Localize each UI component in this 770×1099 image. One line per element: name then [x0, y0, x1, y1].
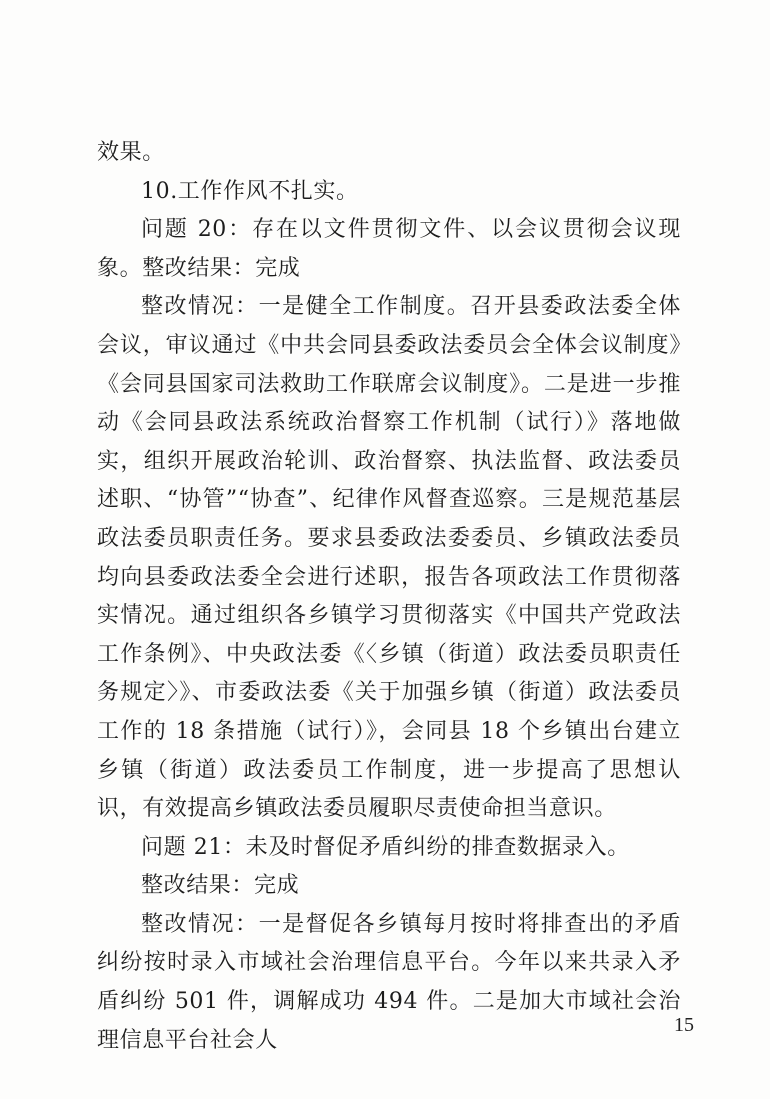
- issue-21-paragraph: 问题 21：未及时督促矛盾纠纷的排查数据录入。: [141, 834, 630, 860]
- rectification-result-paragraph: 整改结果：完成: [141, 873, 300, 899]
- issue-20-paragraph: 问题 20：存在以文件贯彻文件、以会议贯彻会议现象。整改结果：完成: [97, 217, 681, 281]
- rectification-status-paragraph-2: 整改情况：一是督促各乡镇每月按时将排查出的矛盾纠纷按时录入市域社会治理信息平台。今年以来共录入矛盾纠纷 501 件，调解成功 494 件。二是加大市域社会治理信息平台社会人: [97, 911, 681, 1053]
- paragraph-continuation: 效果。: [97, 140, 165, 165]
- section-heading: 10.工作作风不扎实。: [141, 178, 359, 204]
- page-number: 15: [674, 1014, 694, 1036]
- rectification-status-paragraph: 整改情况：一是健全工作制度。召开县委政法委全体会议，审议通过《中共会同县委政法委员会全体会议制度》《会同县国家司法救助工作联席会议制度》。二是进一步推动《会同县政法系统政治督察工作机制（试行）》落地做实，组织开展政治轮训、政治督察、执法监督、政法委员述职、“协管”“协查”、纪律作风督查巡察。三是规范基层政法委员职责任务。要求县委政法委委员、乡镇政法委员均向县委政法委全会进行述职，报告各项政法工作贯彻落实情况。通过组织各乡镇学习贯彻落实《中国共产党政法工作条例》、中央政法委《〈乡镇（街道）政法委员职责任务规定〉》、市委政法委《关于加强乡镇（街道）政法委员工作的 18 条措施（试行）》，会同县 18 个乡镇出台建立乡镇（街道）政法委员工作制度，进一步提高了思想认识，有效提高乡镇政法委员履职尽责使命担当意识。: [97, 294, 681, 822]
- document-body: [97, 134, 681, 1060]
